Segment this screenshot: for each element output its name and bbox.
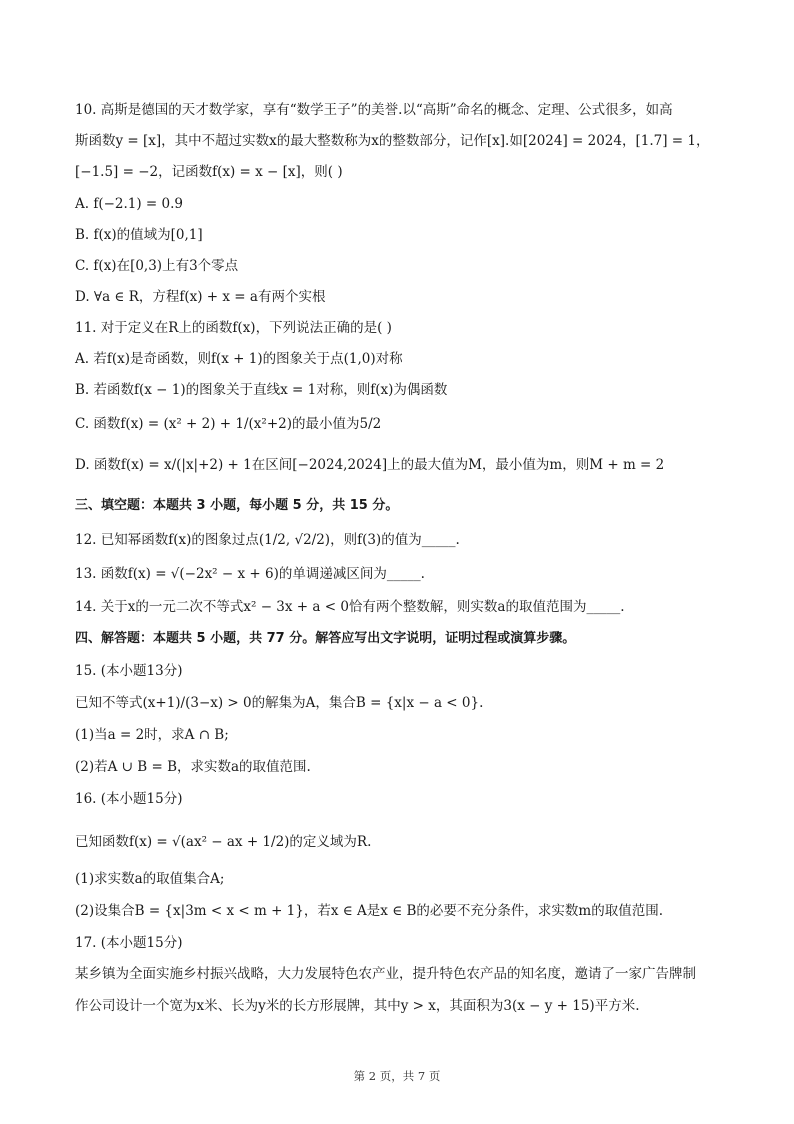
q16-title: 16. (本小题15分) bbox=[75, 791, 183, 807]
q11-stem: 11. 对于定义在R上的函数f(x)，下列说法正确的是( ) bbox=[75, 320, 392, 336]
q16-part-1: (1)求实数a的取值集合A; bbox=[75, 871, 225, 887]
q13: 13. 函数f(x) = √(−2x² − x + 6)的单调递减区间为_____. bbox=[75, 566, 425, 582]
q10-option-d: D. ∀a ∈ R，方程f(x) + x = a有两个实根 bbox=[75, 289, 326, 305]
q17-title: 17. (本小题15分) bbox=[75, 935, 183, 951]
q10-option-c: C. f(x)在[0,3)上有3个零点 bbox=[75, 258, 239, 274]
q10-line-3: [−1.5] = −2，记函数f(x) = x − [x]，则( ) bbox=[75, 164, 343, 180]
q16-part-2: (2)设集合B = {x|3m < x < m + 1}，若x ∈ A是x ∈ B的必要不充分条件，求实数m的取值范围. bbox=[75, 903, 663, 919]
q11-option-a: A. 若f(x)是奇函数，则f(x + 1)的图象关于点(1,0)对称 bbox=[75, 351, 403, 367]
q10-line-1: 10. 高斯是德国的天才数学家，享有“数学王子”的美誉.以“高斯”命名的概念、定理、公式很多，如高 bbox=[75, 102, 673, 118]
q10-line-2: 斯函数y = [x]，其中不超过实数x的最大整数称为x的整数部分，记作[x].如[2024] = 2024，[1.7] = 1， bbox=[75, 133, 710, 149]
q10-option-b: B. f(x)的值域为[0,1] bbox=[75, 227, 203, 243]
q17-line-1: 某乡镇为全面实施乡村振兴战略，大力发展特色农产业，提升特色农产品的知名度，邀请了一家广告牌制 bbox=[75, 966, 696, 982]
q14: 14. 关于x的一元二次不等式x² − 3x + a < 0恰有两个整数解，则实数a的取值范围为_____. bbox=[75, 599, 625, 615]
q15-title: 15. (本小题13分) bbox=[75, 663, 183, 679]
q15-part-2: (2)若A ∪ B = B，求实数a的取值范围. bbox=[75, 759, 311, 775]
q15-part-1: (1)当a = 2时，求A ∩ B; bbox=[75, 727, 229, 743]
q17-line-2: 作公司设计一个宽为x米、长为y米的长方形展牌，其中y > x，其面积为3(x − y + 15)平方米. bbox=[75, 998, 640, 1014]
section-3-heading: 三、填空题：本题共 3 小题，每小题 5 分，共 15 分。 bbox=[75, 498, 399, 513]
q15-stem: 已知不等式(x+1)/(3−x) > 0的解集为A，集合B = {x|x − a < 0}. bbox=[75, 695, 484, 711]
q11-option-d: D. 函数f(x) = x/(|x|+2) + 1在区间[−2024,2024]上的最大值为M，最小值为m，则M + m = 2 bbox=[75, 457, 665, 473]
q11-option-b: B. 若函数f(x − 1)的图象关于直线x = 1对称，则f(x)为偶函数 bbox=[75, 382, 448, 398]
q12: 12. 已知幂函数f(x)的图象过点(1/2, √2/2)，则f(3)的值为_____. bbox=[75, 532, 460, 548]
q11-option-c: C. 函数f(x) = (x² + 2) + 1/(x²+2)的最小值为5/2 bbox=[75, 416, 382, 432]
section-4-heading: 四、解答题：本题共 5 小题，共 77 分。解答应写出文字说明，证明过程或演算步骤。 bbox=[75, 631, 576, 646]
q10-option-a: A. f(−2.1) = 0.9 bbox=[75, 196, 184, 212]
q16-stem: 已知函数f(x) = √(ax² − ax + 1/2)的定义域为R. bbox=[75, 834, 372, 850]
page-footer: 第 2 页，共 7 页 bbox=[353, 1069, 441, 1083]
